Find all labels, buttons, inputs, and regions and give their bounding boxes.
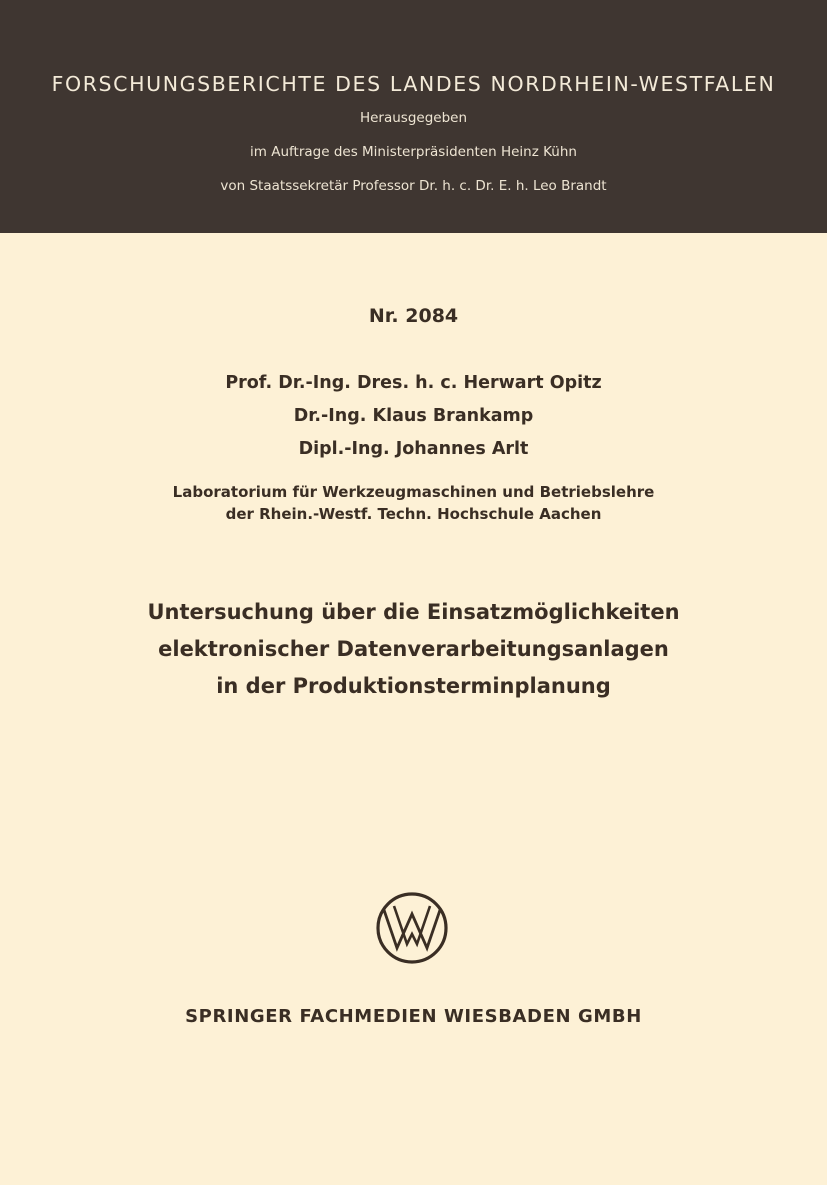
editor-line-3: von Staatssekretär Professor Dr. h. c. Dr. E. h. Leo Brandt [220,178,607,194]
editor-line-1: Herausgegeben [359,110,468,126]
title-line-2: elektronischer Datenverarbeitungsanlagen [158,637,669,661]
institution-line-1: Laboratorium für Werkzeugmaschinen und Betriebslehre [172,483,655,501]
series-title: FORSCHUNGSBERICHTE DES LANDES NORDRHEIN-WESTFALEN [51,72,776,96]
report-number: Nr. 2084 [368,305,459,327]
author-1: Prof. Dr.-Ing. Dres. h. c. Herwart Opitz [225,373,602,393]
author-2: Dr.-Ing. Klaus Brankamp [293,406,534,426]
title-line-1: Untersuchung über die Einsatzmöglichkeiten [147,600,680,624]
publisher-name: SPRINGER FACHMEDIEN WIESBADEN GMBH [185,1006,642,1027]
header-band [0,0,827,233]
publisher-wv-logo-icon [375,891,449,965]
author-3: Dipl.-Ing. Johannes Arlt [298,439,529,459]
institution-line-2: der Rhein.-Westf. Techn. Hochschule Aachen [225,505,602,523]
title-line-3: in der Produktionsterminplanung [216,674,611,698]
editor-line-2: im Auftrage des Ministerpräsidenten Heinz Kühn [250,144,577,160]
